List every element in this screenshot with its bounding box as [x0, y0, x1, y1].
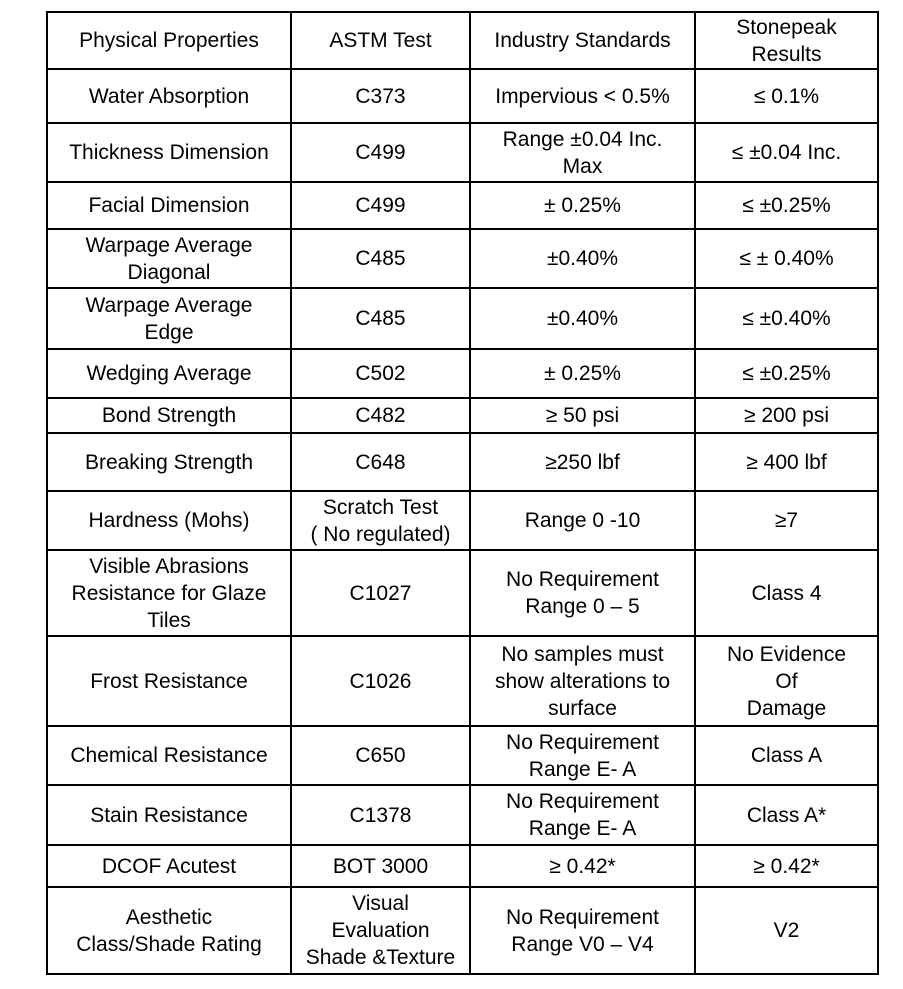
- table-row: [47, 349, 878, 398]
- cell-result: ≤ ±0.25%: [695, 349, 878, 398]
- cell-standard: ± 0.25%: [470, 182, 695, 229]
- cell-standard: No Requirement Range 0 – 5: [470, 550, 695, 636]
- cell-result: ≤ ±0.40%: [695, 288, 878, 349]
- table-row: [47, 845, 878, 887]
- cell-result: ≤ ± 0.40%: [695, 229, 878, 288]
- header-stonepeak-results: Stonepeak Results: [695, 12, 878, 69]
- cell-property: Bond Strength: [47, 398, 291, 433]
- cell-result: V2: [695, 887, 878, 974]
- cell-astm: C499: [291, 182, 470, 229]
- cell-property: Water Absorption: [47, 69, 291, 123]
- cell-result: ≥ 400 lbf: [695, 433, 878, 491]
- cell-property: Warpage Average Diagonal: [47, 229, 291, 288]
- cell-astm: C482: [291, 398, 470, 433]
- cell-result: Class 4: [695, 550, 878, 636]
- cell-standard: ≥ 0.42*: [470, 845, 695, 887]
- cell-astm: C373: [291, 69, 470, 123]
- cell-property: Breaking Strength: [47, 433, 291, 491]
- cell-standard: No samples must show alterations to surface: [470, 636, 695, 726]
- table-row: [47, 182, 878, 229]
- cell-standard: No Requirement Range V0 – V4: [470, 887, 695, 974]
- cell-astm: BOT 3000: [291, 845, 470, 887]
- table-row: [47, 785, 878, 845]
- table-body: [47, 12, 878, 974]
- table-row: [47, 69, 878, 123]
- cell-astm: C1027: [291, 550, 470, 636]
- cell-property: Thickness Dimension: [47, 123, 291, 182]
- cell-property: DCOF Acutest: [47, 845, 291, 887]
- cell-astm: C485: [291, 288, 470, 349]
- table-row: [47, 636, 878, 726]
- cell-property: Chemical Resistance: [47, 726, 291, 785]
- table-row: [47, 398, 878, 433]
- cell-result: ≥7: [695, 491, 878, 550]
- cell-standard: ± 0.25%: [470, 349, 695, 398]
- cell-result: ≤ ±0.25%: [695, 182, 878, 229]
- cell-standard: No Requirement Range E- A: [470, 726, 695, 785]
- cell-astm: C1026: [291, 636, 470, 726]
- table-row: [47, 550, 878, 636]
- cell-standard: Impervious < 0.5%: [470, 69, 695, 123]
- cell-standard: ±0.40%: [470, 229, 695, 288]
- cell-property: Hardness (Mohs): [47, 491, 291, 550]
- cell-standard: ≥ 50 psi: [470, 398, 695, 433]
- table-row: [47, 491, 878, 550]
- cell-standard: Range 0 -10: [470, 491, 695, 550]
- cell-standard: ≥250 lbf: [470, 433, 695, 491]
- header-physical-properties: Physical Properties: [47, 12, 291, 69]
- cell-result: ≤ 0.1%: [695, 69, 878, 123]
- header-row: [47, 12, 878, 69]
- cell-result: Class A*: [695, 785, 878, 845]
- cell-astm: C650: [291, 726, 470, 785]
- cell-astm: C499: [291, 123, 470, 182]
- cell-property: Aesthetic Class/Shade Rating: [47, 887, 291, 974]
- cell-property: Facial Dimension: [47, 182, 291, 229]
- table-row: [47, 433, 878, 491]
- properties-table: [46, 11, 879, 975]
- cell-result: ≥ 200 psi: [695, 398, 878, 433]
- cell-astm: Visual Evaluation Shade &Texture: [291, 887, 470, 974]
- cell-property: Frost Resistance: [47, 636, 291, 726]
- cell-astm: C485: [291, 229, 470, 288]
- cell-astm: C502: [291, 349, 470, 398]
- cell-result: ≥ 0.42*: [695, 845, 878, 887]
- cell-result: No Evidence Of Damage: [695, 636, 878, 726]
- cell-property: Warpage Average Edge: [47, 288, 291, 349]
- table-row: [47, 123, 878, 182]
- cell-astm: C1378: [291, 785, 470, 845]
- header-industry-standards: Industry Standards: [470, 12, 695, 69]
- cell-property: Wedging Average: [47, 349, 291, 398]
- table-row: [47, 229, 878, 288]
- cell-property: Visible Abrasions Resistance for Glaze Tiles: [47, 550, 291, 636]
- cell-property: Stain Resistance: [47, 785, 291, 845]
- table-row: [47, 887, 878, 974]
- cell-standard: No Requirement Range E- A: [470, 785, 695, 845]
- cell-astm: C648: [291, 433, 470, 491]
- header-astm-test: ASTM Test: [291, 12, 470, 69]
- table-row: [47, 726, 878, 785]
- cell-astm: Scratch Test ( No regulated): [291, 491, 470, 550]
- cell-standard: ±0.40%: [470, 288, 695, 349]
- cell-standard: Range ±0.04 Inc. Max: [470, 123, 695, 182]
- cell-result: Class A: [695, 726, 878, 785]
- cell-result: ≤ ±0.04 Inc.: [695, 123, 878, 182]
- table-row: [47, 288, 878, 349]
